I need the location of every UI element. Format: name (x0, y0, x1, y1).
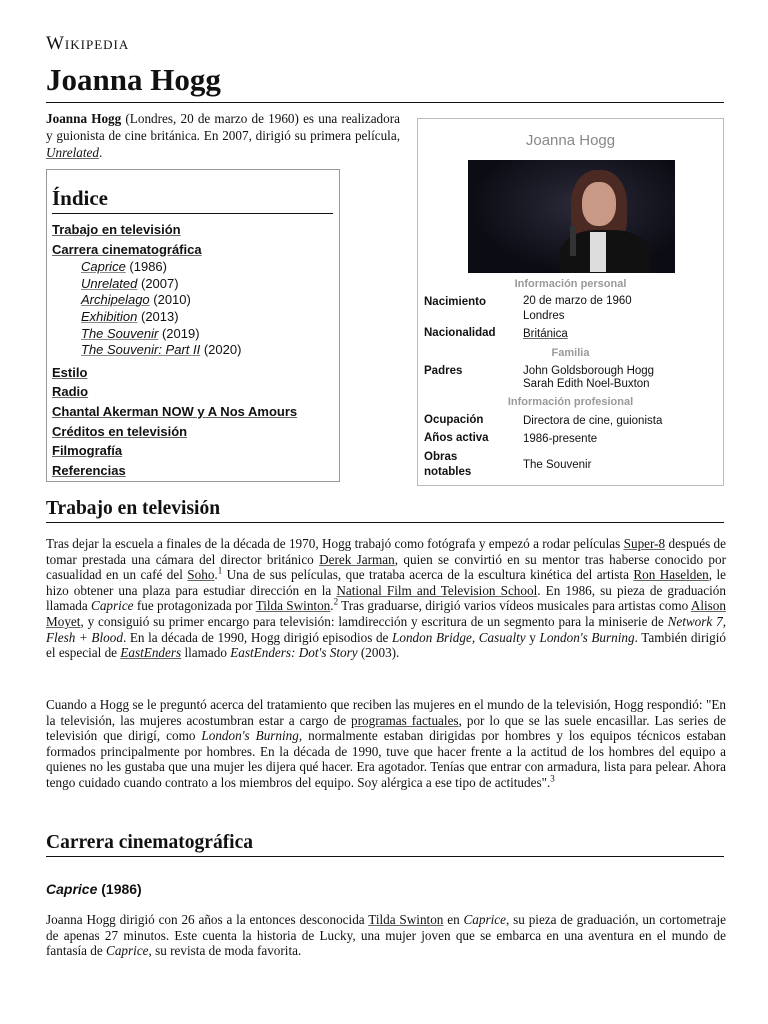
toc-item-radio[interactable]: Radio (52, 384, 89, 400)
subsection-year: (1986) (97, 881, 142, 897)
infobox-label-works-1: Obras (424, 451, 458, 463)
infobox-section-personal: Información personal (514, 278, 627, 290)
text-run: , su pieza de graduación, un cortometraje de apenas 27 minutos. Este cuenta la historia de Lucky, una mujer joven que se embarca en una aventura en el mundo de fantasía de (46, 912, 726, 959)
text-run: , le hizo obtener una plaza para estudiar dirección en la (46, 567, 726, 598)
toc-subitem-title: The Souvenir: Part II (81, 342, 201, 358)
infobox-value-works: The Souvenir (523, 459, 592, 471)
toc-subitem-year: (2010) (149, 292, 191, 308)
text-run: London's Burning (201, 728, 299, 744)
text-run: llamado (181, 645, 231, 661)
subsection-title: Caprice (46, 881, 98, 897)
toc-subitem-title: Archipelago (81, 292, 150, 308)
infobox-label-nationality: Nacionalidad (424, 327, 496, 339)
text-run: . (214, 567, 218, 583)
section-heading-tv: Trabajo en televisión (46, 498, 724, 523)
citation-marker[interactable]: 1 (217, 565, 223, 576)
text-run: Tras dejar la escuela a finales de la década de 1970, Hogg trabajó como fotógrafa y empezó a rodar películas (46, 536, 624, 551)
infobox-value-occupation: Directora de cine, guionista (523, 415, 663, 427)
text-run: en (443, 912, 464, 927)
tv-paragraph-2 (46, 697, 726, 791)
text-run: , normalmente estaban dirigidas por hombres y los equipos técnicos estaban formados principalmente por hombres. En la década de 1990, tuve que hacer frente a la actitud de los hombres del equipo a quienes no les gustaba que una mujer les dijera qué hacer. Era agotador. Tenías que entrar con armadura, lista para pelear. Ahora tengo cuidado cuando contrato a los miembros del equipo. Soy alérgica a ese tipo de actitudes". (46, 728, 726, 790)
toc-subitem-the-souvenir-part-ii[interactable] (52, 342, 333, 359)
infobox-title: Joanna Hogg (525, 132, 616, 149)
infobox-value-parent-1: John Goldsborough Hogg (523, 365, 655, 377)
text-run: . También dirigió el especial de (46, 629, 726, 661)
inline-link[interactable]: Super-8 (623, 536, 666, 551)
inline-link[interactable]: National Film and Television School (336, 582, 538, 598)
text-run: fue protagonizada por (133, 598, 256, 614)
toc-subitem-title: The Souvenir (81, 325, 159, 341)
infobox-value-parent-2: Sarah Edith Noel-Buxton (523, 378, 650, 390)
text-run: Caprice (106, 943, 149, 959)
text-run: . En 1986, su pieza de graduación llamada (46, 582, 726, 614)
intro-film-link[interactable]: Unrelated (46, 145, 99, 160)
text-run: y (525, 629, 540, 645)
intro-text-1: (Londres, 20 de marzo de 1960) es una realizadora y guionista de cine británica. En 2007, dirigió su primera película, (46, 111, 400, 143)
text-run: Caprice (463, 912, 507, 927)
infobox-value-birth-place: Londres (523, 310, 565, 322)
infobox-label-years-active: Años activa (424, 432, 489, 444)
toc-subitem-caprice[interactable] (52, 259, 333, 276)
toc-heading: Índice (52, 186, 333, 214)
text-run: , quien se convirtió en su mentor tras haberse conocido por casualidad en un café del (46, 551, 727, 583)
inline-link[interactable]: Soho (187, 567, 215, 583)
text-run: London's Burning (539, 629, 635, 645)
inline-link[interactable]: Alison Moyet (46, 598, 726, 629)
toc-item-carrera-cinematografica[interactable]: Carrera cinematográfica (52, 241, 202, 257)
table-of-contents (46, 169, 340, 482)
infobox-value-years-active: 1986-presente (523, 433, 598, 445)
text-run: . (330, 598, 334, 614)
text-run: después de tomar prestada una cámara del director británico (46, 536, 727, 567)
toc-subitem-year: (2020) (200, 342, 242, 358)
toc-item-filmografia[interactable]: Filmografía (52, 443, 123, 459)
infobox-value-nationality[interactable]: Británica (523, 328, 568, 340)
tv-paragraph-1 (46, 536, 726, 661)
wikipedia-wordmark[interactable]: Wikipedia (46, 33, 130, 54)
inline-link[interactable]: Tilda Swinton (255, 598, 331, 614)
text-run: Joanna Hogg dirigió con 26 años a la entonces desconocida (46, 912, 369, 927)
page-title: Joanna Hogg (46, 62, 724, 103)
text-run: EastEnders: Dot's Story (230, 645, 358, 661)
infobox-label-occupation: Ocupación (424, 414, 484, 426)
text-run: , y consiguió su primer encargo para televisión: lamdirección y escritura de un segmento para la miniserie de (80, 613, 668, 629)
toc-subitem-title: Unrelated (81, 275, 138, 291)
infobox (417, 118, 724, 486)
citation-marker[interactable]: 2 (333, 596, 339, 607)
inline-link[interactable]: EastEnders (120, 645, 182, 661)
toc-subitem-exhibition[interactable] (52, 309, 333, 326)
text-run: Caprice (91, 598, 134, 614)
infobox-value-birth-date: 20 de marzo de 1960 (523, 295, 632, 307)
toc-subitem-archipelago[interactable] (52, 292, 333, 309)
text-run: . En la década de 1990, Hogg dirigió episodios de (122, 629, 393, 645)
text-run: London Bridge, Casualty (392, 629, 526, 645)
inline-link[interactable]: Ron Haselden (633, 567, 709, 583)
toc-subitem-unrelated[interactable] (52, 276, 333, 293)
inline-link[interactable]: Derek Jarman (319, 551, 395, 567)
toc-subitem-year: (2013) (137, 308, 179, 324)
text-run: Cuando a Hogg se le preguntó acerca del tratamiento que reciben las mujeres en el mundo de la televisión, Hogg respondió: "En la televisión, las mujeres acostumbran estar a cargo de (46, 697, 726, 728)
inline-link[interactable]: programas factuales (351, 712, 459, 728)
text-run: Tras graduarse, dirigió varios vídeos musicales para artistas como (338, 598, 691, 614)
infobox-section-family: Familia (551, 347, 590, 359)
film-paragraph-1 (46, 912, 726, 959)
infobox-label-parents: Padres (424, 365, 463, 377)
intro-text-2: . (98, 145, 103, 160)
text-run: , por lo que se las suele encasillar. Las series de televisión que dirigí, como (46, 712, 726, 744)
toc-subitem-title: Exhibition (81, 308, 138, 324)
intro-name: Joanna Hogg (46, 111, 122, 126)
text-run: , su revista de moda favorita. (148, 943, 302, 959)
infobox-section-professional: Información profesional (507, 396, 634, 408)
toc-subitem-the-souvenir[interactable] (52, 326, 333, 343)
toc-subitem-year: (1986) (125, 259, 167, 275)
intro-paragraph (46, 110, 400, 161)
toc-item-referencias[interactable]: Referencias (52, 462, 126, 478)
toc-item-trabajo-en-television[interactable]: Trabajo en televisión (52, 222, 181, 237)
text-run: Network 7, Flesh + Blood (46, 613, 726, 645)
toc-item-creditos-en-television[interactable]: Créditos en televisión (52, 423, 188, 439)
toc-subitem-title: Caprice (81, 259, 126, 275)
portrait-photo[interactable] (468, 160, 675, 273)
section-heading-film: Carrera cinematográfica (46, 832, 724, 857)
infobox-label-birth: Nacimiento (424, 296, 486, 308)
toc-item-chantal-akerman[interactable]: Chantal Akerman NOW y A Nos Amours (52, 403, 298, 419)
text-run: Una de sus películas, que trataba acerca de la escultura kinética del artista (222, 567, 634, 583)
inline-link[interactable]: Tilda Swinton (368, 912, 444, 927)
toc-subitem-year: (2007) (137, 275, 179, 291)
toc-item-estilo[interactable]: Estilo (52, 364, 88, 380)
text-run: (2003). (357, 645, 400, 661)
infobox-label-works-2: notables (424, 466, 472, 478)
toc-subitem-year: (2019) (158, 325, 200, 341)
subsection-heading-caprice (46, 881, 142, 897)
citation-marker[interactable]: 3 (550, 773, 555, 784)
